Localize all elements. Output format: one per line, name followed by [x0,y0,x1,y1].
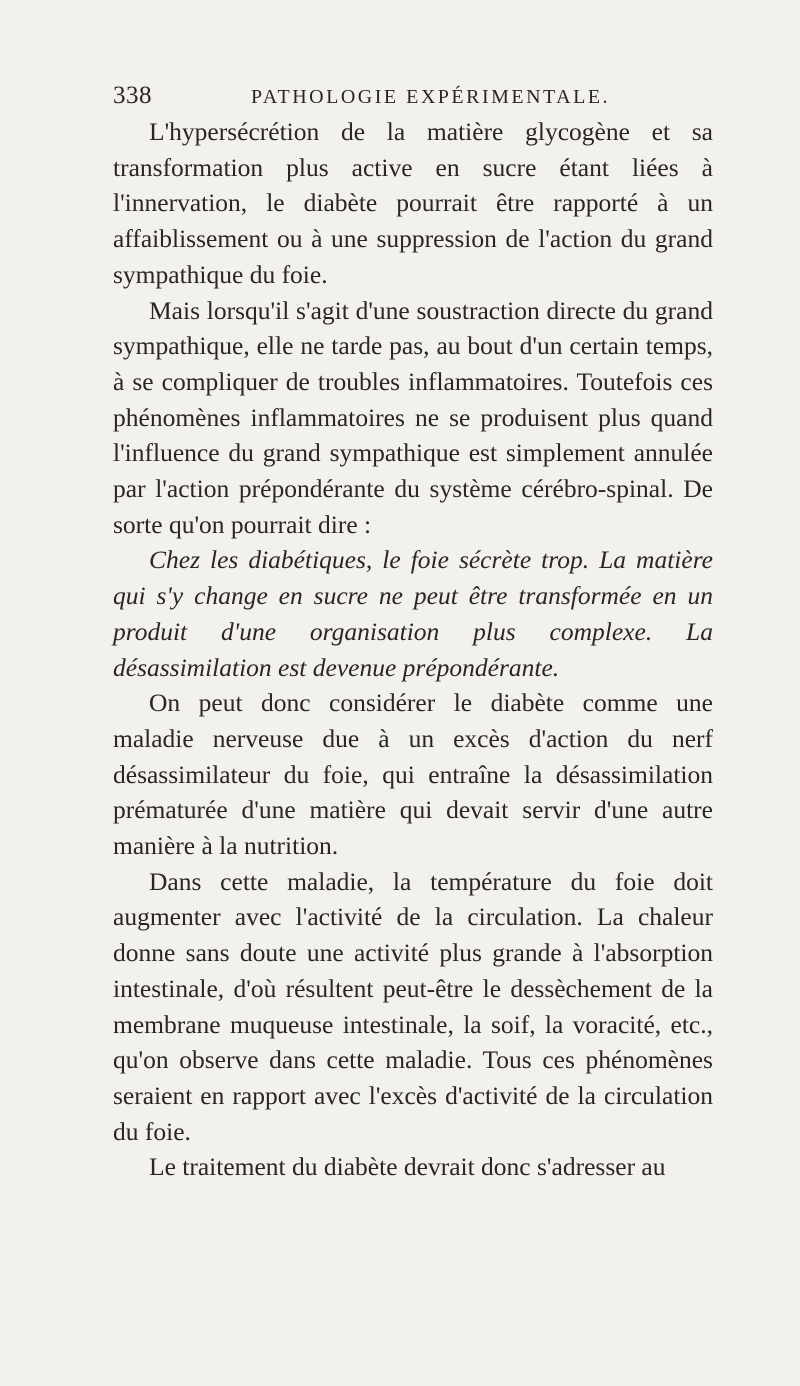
running-head: PATHOLOGIE EXPÉRIMENTALE. [251,86,611,108]
paragraph-traitement: Le traitement du diabète devrait donc s'adresser au [149,1152,666,1182]
paragraph-maladie-nerveuse: On peut donc considérer le diabète comme une maladie nerveuse due à un excès d'action du nerf désassimilateur du foie, qui entraîne la désassimilation prématurée d'une matière qui devait servir d'une autre manière à la nutrition. [113,688,713,861]
paragraph-conclusion-italic: Chez les diabétiques, le foie sécrète trop. La matière qui s'y change en sucre ne peut être transformée en un produit d'une organisation plus complexe. La désassimilation est devenue prépondérante. [113,545,713,682]
paragraph-temperature: Dans cette maladie, la température du foie doit augmenter avec l'activité de la circulation. La chaleur donne sans doute une activité plus grande à l'absorption intestinale, d'où résultent peut-être le dessèchement de la membrane muqueuse intestinale, la soif, la voracité, etc., qu'on observe dans cette maladie. Tous ces phénomènes seraient en rapport avec l'excès d'activité de la circulation du foie. [113,866,713,1146]
paragraph-sympathique: Mais lorsqu'il s'agit d'une soustraction directe du grand sympathique, elle ne tarde pas, au bout d'un certain temps, à se compliquer de troubles inflammatoires. Toutefois ces phénomènes inflammatoires ne se produisent plus quand l'influence du grand sympathique est simplement annulée par l'action prépondérante du système cérébro-spinal. De sorte qu'on pourrait dire : [113,295,713,539]
body-text [113,114,713,1185]
page-number: 338 [113,82,152,109]
paragraph-hypersecretion: L'hypersécrétion de la matière glycogène et sa transformation plus active en sucre étant liées à l'innervation, le diabète pourrait être rapporté à un affaiblissement ou à une suppression de l'action du grand sympathique du foie. [113,117,713,289]
